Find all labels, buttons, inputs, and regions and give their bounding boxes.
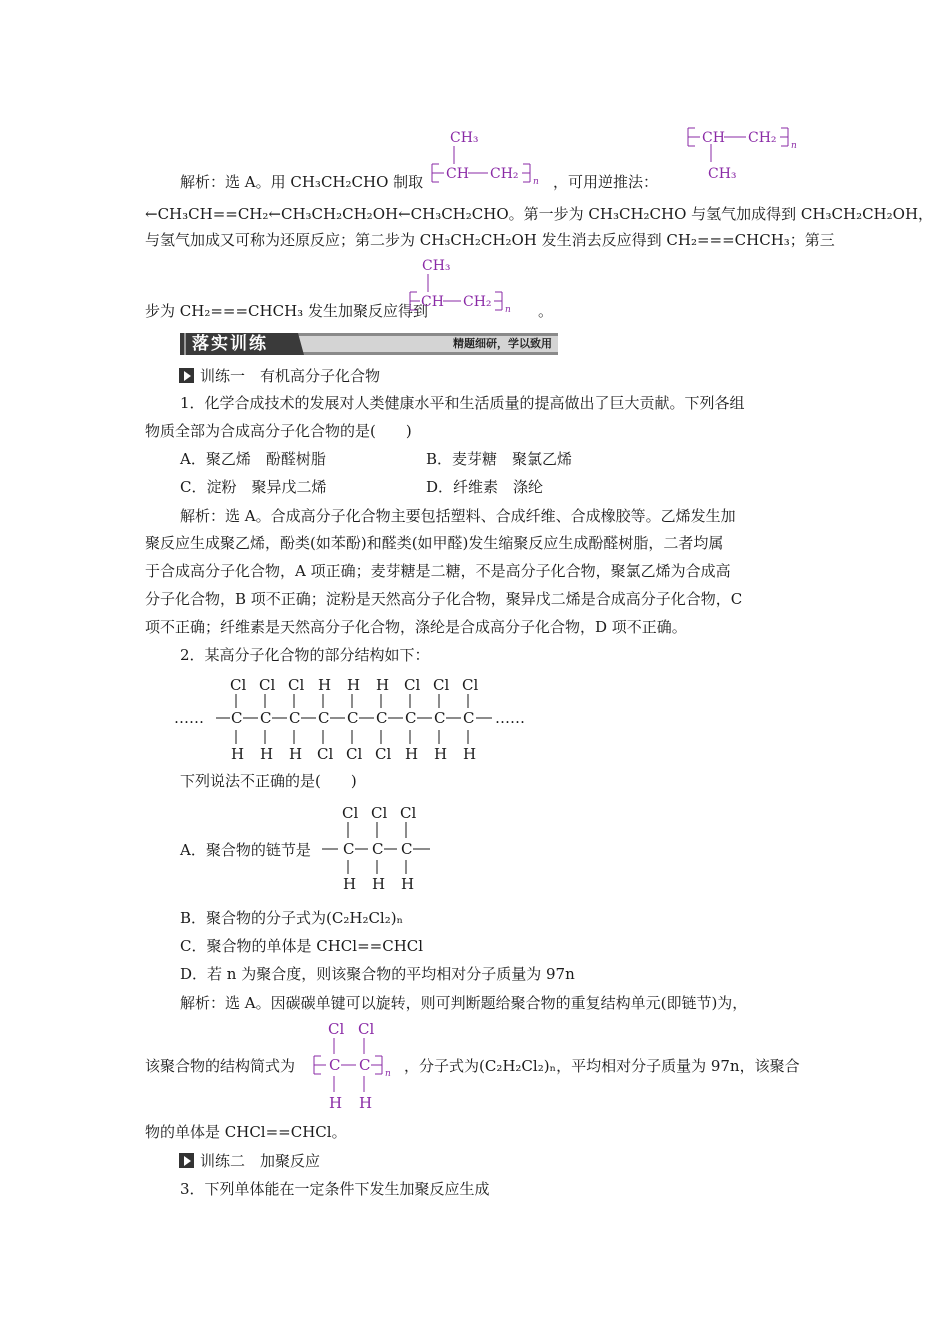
q1-stem-1: 1．化学合成技术的发展对人类健康水平和生活质量的提高做出了巨大贡献。下列各组	[180, 394, 745, 412]
svg-text:……: ……	[495, 709, 525, 727]
q2-option-a: A．聚合物的链节是	[180, 841, 311, 859]
svg-text:CH: CH	[702, 130, 725, 146]
chain-top-atom: Cl	[404, 676, 421, 694]
svg-text:CH: CH	[446, 166, 469, 182]
chain-bottom-atom: H	[463, 745, 477, 763]
polypropylene-formula-3	[408, 254, 528, 322]
svg-text:CH₃: CH₃	[422, 258, 451, 274]
polydichloroethene-formula	[310, 1016, 402, 1112]
answer-line-4-suffix: 。	[538, 302, 554, 320]
svg-text:H: H	[401, 875, 415, 893]
chain-top-atom: Cl	[462, 676, 479, 694]
svg-text:CH₂: CH₂	[463, 294, 492, 310]
q1-explanation-5: 项不正确；纤维素是天然高分子化合物，涤纶是合成高分子化合物，D 项不正确。	[145, 618, 687, 636]
q2-explanation-2-suffix: ，分子式为(C₂H₂Cl₂)ₙ，平均相对分子质量为 97n，该聚合	[404, 1057, 800, 1075]
banner-subtitle: 精题细研，学以致用	[453, 337, 552, 350]
answer-line-1-prefix: 解析：选 A。用 CH₃CH₂CHO 制取	[180, 173, 424, 191]
svg-text:CH₂: CH₂	[748, 130, 777, 146]
chain-top-atom: Cl	[259, 676, 276, 694]
q2-option-b: B．聚合物的分子式为(C₂H₂Cl₂)ₙ	[180, 909, 404, 927]
q2-explanation-3: 物的单体是 CHCl==CHCl。	[145, 1123, 347, 1141]
svg-text:n: n	[791, 141, 797, 151]
q1-option-d: D．纤维素 涤纶	[426, 478, 544, 496]
chain-bottom-atom: Cl	[375, 745, 392, 763]
svg-text:H: H	[343, 875, 357, 893]
chain-carbon: C	[347, 709, 359, 727]
svg-text:Cl: Cl	[328, 1020, 345, 1038]
q1-option-b: B．麦芽糖 聚氯乙烯	[426, 450, 573, 468]
chain-bottom-atom: H	[260, 745, 274, 763]
chain-top-atom: Cl	[230, 676, 247, 694]
svg-text:n: n	[385, 1069, 391, 1079]
chain-bottom-atom: H	[289, 745, 303, 763]
answer-line-3: 与氢气加成又可称为还原反应；第二步为 CH₃CH₂CH₂OH 发生消去反应得到 CH₂===CHCH₃；第三	[145, 231, 835, 249]
answer-line-1-mid: ，可用逆推法：	[553, 173, 659, 191]
play-icon	[179, 1153, 194, 1168]
q2-question: 下列说法不正确的是( )	[180, 772, 357, 790]
q1-explanation-2: 聚反应生成聚乙烯，酚类(如苯酚)和醛类(如甲醛)发生缩聚反应生成酚醛树脂，二者均属	[145, 534, 724, 552]
ch3-label: CH₃	[450, 130, 479, 146]
chain-top-atom: Cl	[433, 676, 450, 694]
answer-line-2: ←CH₃CH==CH₂←CH₃CH₂CH₂OH←CH₃CH₂CHO。第一步为 CH₃CH₂CHO 与氢气加成得到 CH₃CH₂CH₂OH，	[145, 205, 934, 223]
repeat-unit-structure	[318, 800, 438, 894]
svg-text:CH₂: CH₂	[490, 166, 519, 182]
chain-carbon: C	[463, 709, 475, 727]
polypropylene-formula-2	[686, 122, 816, 186]
answer-line-4-prefix: 步为 CH₂===CHCH₃ 发生加聚反应得到	[145, 302, 428, 320]
q2-explanation-1: 解析：选 A。因碳碳单键可以旋转，则可判断题给聚合物的重复结构单元(即链节)为，	[180, 994, 748, 1012]
q2-explanation-2-prefix: 该聚合物的结构简式为	[145, 1057, 296, 1075]
svg-text:C: C	[372, 840, 384, 858]
svg-text:C: C	[343, 840, 355, 858]
q2-option-d: D．若 n 为聚合度，则该聚合物的平均相对分子质量为 97n	[180, 965, 575, 983]
section-2-label: 训练二 加聚反应	[200, 1152, 321, 1170]
chain-bottom-atom: Cl	[346, 745, 363, 763]
chain-carbon: C	[231, 709, 243, 727]
svg-text:CH₃: CH₃	[708, 166, 737, 182]
chain-bottom-atom: Cl	[317, 745, 334, 763]
svg-text:H: H	[372, 875, 386, 893]
polymer-chain-structure	[170, 672, 540, 764]
svg-text:n: n	[533, 177, 539, 187]
chain-bottom-atom: H	[434, 745, 448, 763]
svg-text:C: C	[359, 1056, 371, 1074]
chain-carbon: C	[405, 709, 417, 727]
q1-option-c: C．淀粉 聚异戊二烯	[180, 478, 327, 496]
svg-text:C: C	[329, 1056, 341, 1074]
svg-text:CH: CH	[421, 294, 444, 310]
chain-top-atom: H	[347, 676, 361, 694]
chain-top-atom: Cl	[288, 676, 305, 694]
chain-carbon: C	[289, 709, 301, 727]
banner-title: 落实训练	[192, 334, 268, 354]
chain-carbon: C	[260, 709, 272, 727]
svg-text:H: H	[329, 1094, 343, 1112]
chain-bottom-atom: H	[405, 745, 419, 763]
q2-stem: 2．某高分子化合物的部分结构如下：	[180, 646, 430, 664]
chain-carbon: C	[434, 709, 446, 727]
q1-option-a: A．聚乙烯 酚醛树脂	[180, 450, 326, 468]
chain-carbon: C	[376, 709, 388, 727]
chain-bottom-atom: H	[231, 745, 245, 763]
play-icon	[179, 368, 194, 383]
svg-text:Cl: Cl	[371, 804, 388, 822]
q2-option-c: C．聚合物的单体是 CHCl==CHCl	[180, 937, 424, 955]
svg-text:Cl: Cl	[342, 804, 359, 822]
chain-top-atom: H	[376, 676, 390, 694]
svg-text:……: ……	[174, 709, 204, 727]
q1-explanation-4: 分子化合物，B 项不正确；淀粉是天然高分子化合物，聚异戊二烯是合成高分子化合物，C	[145, 590, 743, 608]
q1-explanation-1: 解析：选 A。合成高分子化合物主要包括塑料、合成纤维、合成橡胶等。乙烯发生加	[180, 507, 736, 525]
section-1-label: 训练一 有机高分子化合物	[200, 367, 381, 385]
svg-text:H: H	[359, 1094, 373, 1112]
svg-text:Cl: Cl	[358, 1020, 375, 1038]
q1-explanation-3: 于合成高分子化合物，A 项正确；麦芽糖是二糖，不是高分子化合物，聚氯乙烯为合成高	[145, 562, 731, 580]
svg-text:C: C	[401, 840, 413, 858]
svg-text:Cl: Cl	[400, 804, 417, 822]
q1-stem-2: 物质全部为合成高分子化合物的是( )	[145, 422, 412, 440]
polypropylene-formula-1	[430, 124, 550, 192]
chain-top-atom: H	[318, 676, 332, 694]
chain-carbon: C	[318, 709, 330, 727]
q3-stem: 3．下列单体能在一定条件下发生加聚反应生成	[180, 1180, 490, 1198]
practice-banner	[180, 333, 558, 355]
svg-text:n: n	[505, 305, 511, 315]
